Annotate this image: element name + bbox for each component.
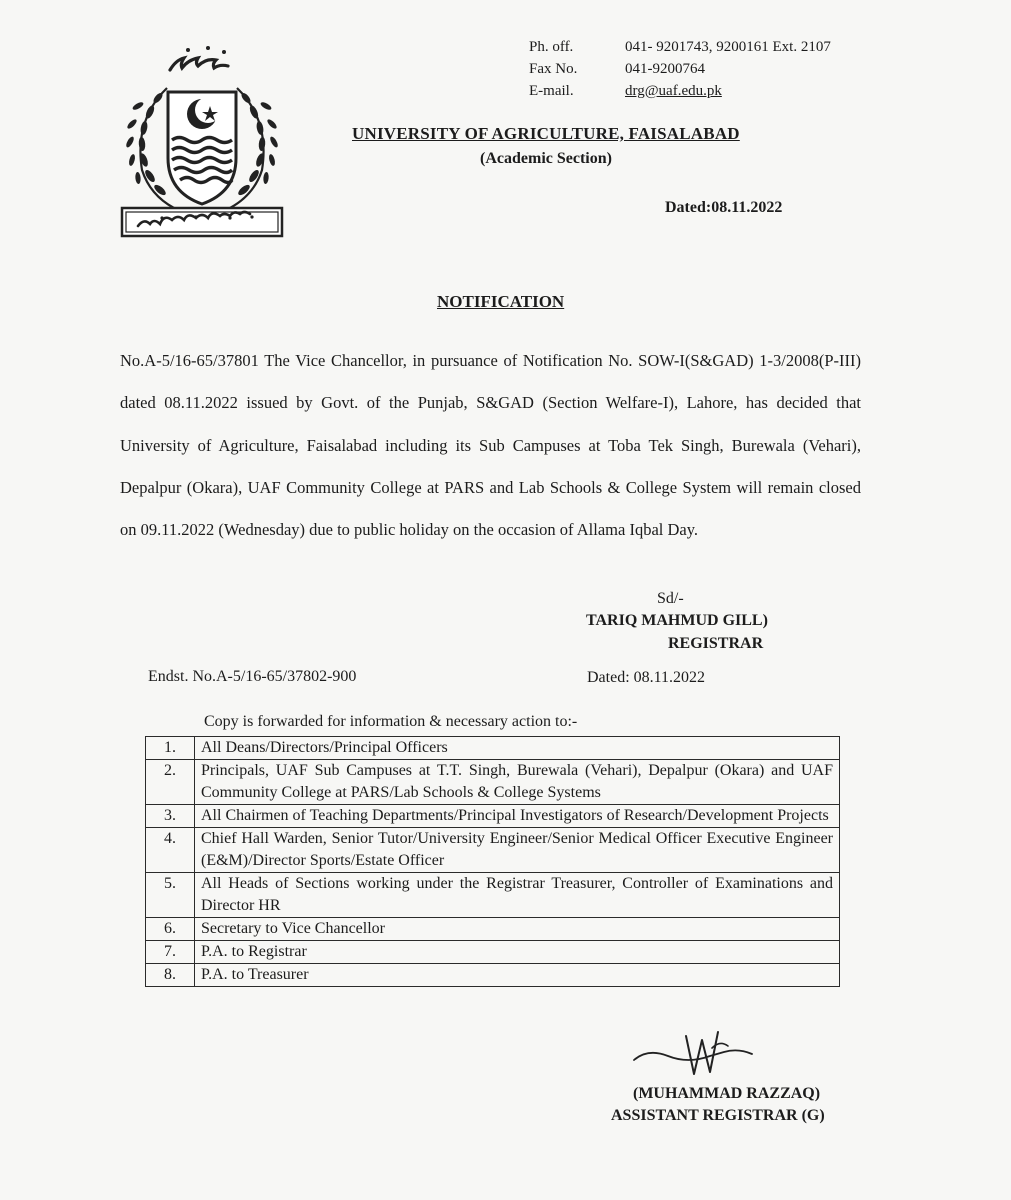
- row-number: 2.: [146, 760, 195, 805]
- assistant-registrar-title: ASSISTANT REGISTRAR (G): [611, 1107, 825, 1124]
- section-name: (Academic Section): [480, 150, 612, 167]
- row-recipient: All Heads of Sections working under the Registrar Treasurer, Controller of Examinations and Director HR: [195, 873, 840, 918]
- phone-label: Ph. off.: [529, 39, 574, 55]
- phone-value: 041- 9201743, 9200161 Ext. 2107: [625, 39, 831, 55]
- row-number: 4.: [146, 828, 195, 873]
- table-row: [146, 737, 840, 760]
- university-name: UNIVERSITY OF AGRICULTURE, FAISALABAD: [352, 124, 740, 143]
- registrar-name: TARIQ MAHMUD GILL): [586, 612, 768, 629]
- email-row: [529, 80, 831, 102]
- notification-title: NOTIFICATION: [437, 292, 565, 311]
- row-recipient: Principals, UAF Sub Campuses at T.T. Singh, Burewala (Vehari), Depalpur (Okara) and UAF Community College at PARS/Lab Schools & College Systems: [195, 760, 840, 805]
- phone-row: [529, 36, 831, 58]
- university-emblem-icon: [112, 40, 292, 240]
- notification-date: Dated:08.11.2022: [665, 199, 783, 216]
- table-row: [146, 828, 840, 873]
- signature-icon: [628, 1026, 758, 1086]
- row-number: 6.: [146, 918, 195, 941]
- row-recipient: Chief Hall Warden, Senior Tutor/University Engineer/Senior Medical Officer Executive Engineer (E&M)/Director Sports/Estate Officer: [195, 828, 840, 873]
- row-number: 5.: [146, 873, 195, 918]
- email-link[interactable]: drg@uaf.edu.pk: [625, 83, 722, 99]
- table-row: [146, 805, 840, 828]
- registrar-title: REGISTRAR: [668, 635, 764, 652]
- table-row: [146, 964, 840, 987]
- row-recipient: P.A. to Treasurer: [195, 964, 840, 987]
- email-label: E-mail.: [529, 83, 574, 99]
- row-number: 7.: [146, 941, 195, 964]
- handwritten-signature: [628, 1026, 758, 1086]
- row-recipient: All Deans/Directors/Principal Officers: [195, 737, 840, 760]
- fax-value: 041-9200764: [625, 61, 705, 77]
- row-number: 1.: [146, 737, 195, 760]
- table-row: [146, 918, 840, 941]
- assistant-registrar-name: (MUHAMMAD RAZZAQ): [633, 1085, 821, 1102]
- fax-row: [529, 58, 831, 80]
- endorsement-number: Endst. No.A-5/16-65/37802-900: [148, 668, 357, 685]
- endorsement-date: Dated: 08.11.2022: [587, 669, 706, 686]
- row-recipient: Secretary to Vice Chancellor: [195, 918, 840, 941]
- distribution-table: [145, 736, 840, 987]
- row-recipient: All Chairmen of Teaching Departments/Principal Investigators of Research/Development Projects: [195, 805, 840, 828]
- row-recipient: P.A. to Registrar: [195, 941, 840, 964]
- table-row: [146, 873, 840, 918]
- table-row: [146, 941, 840, 964]
- university-logo: [112, 40, 292, 240]
- table-row: [146, 760, 840, 805]
- contact-block: [529, 36, 831, 102]
- row-number: 8.: [146, 964, 195, 987]
- notification-body: No.A-5/16-65/37801 The Vice Chancellor, in pursuance of Notification No. SOW-I(S&GAD) 1-3/2008(P-III) dated 08.11.2022 issued by Govt. of the Punjab, S&GAD (Section Welfare-I), Lahore, has decided that University of Agriculture, Faisalabad including its Sub Campuses at Toba Tek Singh, Burewala (Vehari), Depalpur (Okara), UAF Community College at PARS and Lab Schools & College System will remain closed on 09.11.2022 (Wednesday) due to public holiday on the occasion of Allama Iqbal Day.: [120, 351, 861, 540]
- copy-forward-line: Copy is forwarded for information & necessary action to:-: [204, 713, 578, 730]
- fax-label: Fax No.: [529, 61, 578, 77]
- row-number: 3.: [146, 805, 195, 828]
- signature-sd: Sd/-: [657, 590, 684, 607]
